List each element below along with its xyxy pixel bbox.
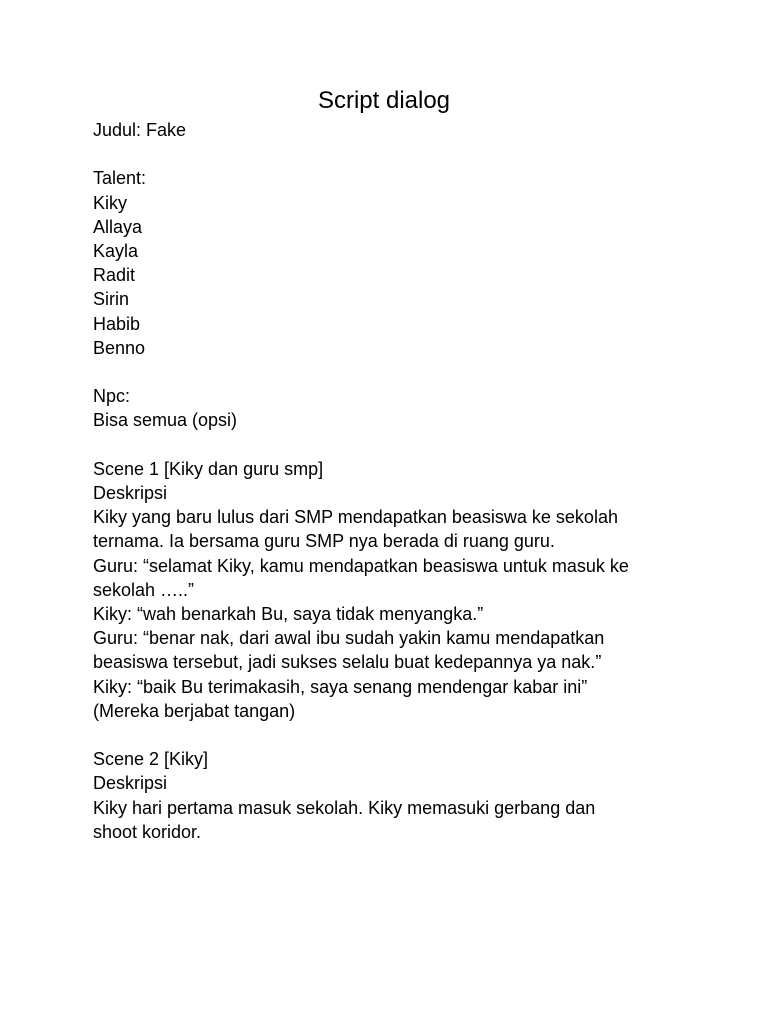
- blank-line: [93, 723, 693, 747]
- scene1-line: beasiswa tersebut, jadi sukses selalu buat kedepannya ya nak.”: [93, 652, 602, 673]
- talent-item: Kayla: [93, 241, 139, 261]
- scene2-line: Kiky hari pertama masuk sekolah. Kiky memasuki gerbang dan: [93, 797, 596, 818]
- talent-item: Radit: [93, 265, 136, 286]
- scene1-line: sekolah …..”: [93, 579, 195, 600]
- scene1-line: Guru: “selamat Kiky, kamu mendapatkan beasiswa untuk masuk ke: [93, 555, 629, 576]
- judul-line: Judul: Fake: [93, 120, 187, 140]
- scene1-description-label: Deskripsi: [93, 483, 168, 503]
- scene2-line: shoot koridor.: [93, 821, 202, 842]
- blank-line: [93, 142, 693, 166]
- scene1-line: Kiky: “wah benarkah Bu, saya tidak menyangka.”: [93, 604, 484, 625]
- npc-heading: Npc:: [93, 386, 131, 407]
- scene1-line: Kiky: “baik Bu terimakasih, saya senang mendengar kabar ini”: [93, 676, 588, 697]
- talent-item: Allaya: [93, 216, 143, 237]
- scene1-heading: Scene 1 [Kiky dan guru smp]: [93, 458, 324, 479]
- blank-line: [93, 360, 693, 384]
- scene1-line: Guru: “benar nak, dari awal ibu sudah yakin kamu mendapatkan: [93, 628, 605, 649]
- document-title: Script dialog: [317, 87, 451, 114]
- scene1-line: Kiky yang baru lulus dari SMP mendapatkan beasiswa ke sekolah: [93, 507, 618, 528]
- scene1-line: ternama. Ia bersama guru SMP nya berada di ruang guru.: [93, 531, 555, 552]
- talent-item: Kiky: [93, 192, 128, 213]
- talent-item: Habib: [93, 313, 141, 334]
- talent-item: Sirin: [93, 289, 130, 310]
- scene2-description-label: Deskripsi: [93, 773, 168, 794]
- scene1-line: (Mereka berjabat tangan): [93, 700, 296, 721]
- document-body: [93, 118, 693, 844]
- scene2-heading: Scene 2 [Kiky]: [93, 749, 209, 770]
- blank-line: [93, 433, 693, 457]
- npc-value: Bisa semua (opsi): [93, 410, 238, 431]
- talent-heading: Talent:: [93, 168, 147, 189]
- talent-item: Benno: [93, 337, 146, 358]
